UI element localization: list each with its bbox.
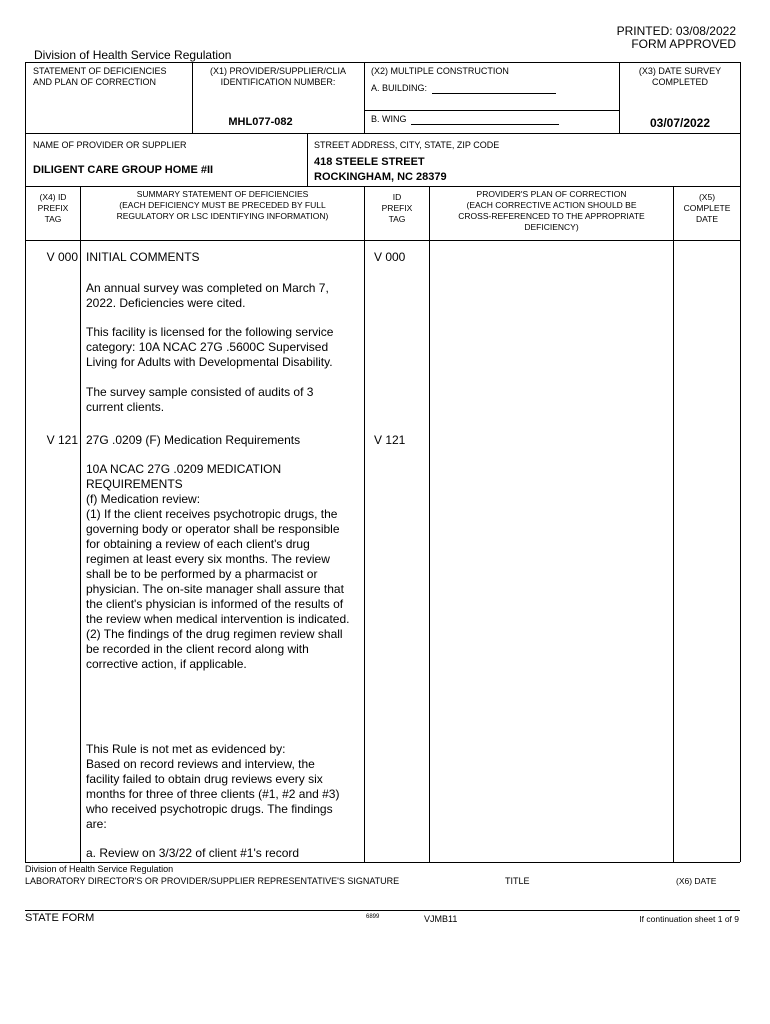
- signature-label: LABORATORY DIRECTOR'S OR PROVIDER/SUPPLIER REPRESENTATIVE'S SIGNATURE: [25, 876, 400, 886]
- findings-paragraph: This Rule is not met as evidenced by: Based on record reviews and interview, the facility failed to obtain drug reviews every six months for three of three clients (#1, #2 and #3) who received psychotropic drugs. The findings are:: [86, 742, 340, 831]
- statement-label: STATEMENT OF DEFICIENCIES AND PLAN OF CORRECTION: [33, 66, 167, 87]
- wing-value-line: [411, 124, 559, 125]
- sample-paragraph: The survey sample consisted of audits of 3 current clients.: [86, 385, 314, 414]
- x6-date-label: (X6) DATE: [676, 876, 717, 886]
- x4-header: (X4) ID PREFIX TAG: [37, 192, 69, 224]
- continuation-sheet: If continuation sheet 1 of 9: [639, 914, 739, 924]
- plan-header: PROVIDER'S PLAN OF CORRECTION (EACH CORRECTIVE ACTION SHOULD BE CROSS-REFERENCED TO THE APPROPRIATE DEFICIENCY): [458, 189, 645, 232]
- provider-name: DILIGENT CARE GROUP HOME #II: [33, 164, 214, 176]
- rule-text: 10A NCAC 27G .0209 MEDICATION REQUIREMENTS (f) Medication review: (1) If the client receives psychotropic drugs, the governing body or operator shall be responsible for obtaining a review of each client's drug regimen at least every six months. The review shall be to be performed by a pharmacist or physician. The on-site manager shall assure that the client's physician is informed of the results of the review when medical intervention is indicated. (2) The findings of the drug regimen review shall be recorded in the client record along with corrective action, if applicable.: [86, 462, 350, 671]
- provider-name-label: NAME OF PROVIDER OR SUPPLIER: [33, 140, 187, 150]
- building-field: [371, 83, 556, 94]
- address-line1: 418 STEELE STREET: [314, 156, 425, 168]
- id-tag-v000: V 000: [374, 250, 406, 264]
- initial-comments-heading: INITIAL COMMENTS: [86, 250, 200, 264]
- form-id: VJMB11: [424, 914, 458, 924]
- x1-label: (X1) PROVIDER/SUPPLIER/CLIA IDENTIFICATION NUMBER:: [209, 66, 347, 87]
- form-code: 6899: [366, 914, 380, 920]
- x2-label: (X2) MULTIPLE CONSTRUCTION: [371, 66, 509, 76]
- printed-date: PRINTED: 03/08/2022: [616, 24, 736, 38]
- state-form-label: STATE FORM: [25, 912, 95, 924]
- x5-header: (X5) COMPLETE DATE: [683, 192, 731, 224]
- prefix-tag-v121: V 121: [46, 433, 78, 447]
- id-header: ID PREFIX TAG: [381, 192, 413, 224]
- rule-title: 27G .0209 (F) Medication Requirements: [86, 433, 301, 447]
- form-approved: FORM APPROVED: [631, 37, 736, 51]
- title-label: TITLE: [505, 876, 530, 886]
- x1-value: MHL077-082: [228, 116, 293, 128]
- summary-header: SUMMARY STATEMENT OF DEFICIENCIES (EACH DEFICIENCY MUST BE PRECEDED BY FULL REGULATORY OR LSC IDENTIFYING INFORMATION): [116, 189, 329, 221]
- address-line2: ROCKINGHAM, NC 28379: [314, 171, 447, 183]
- footer-division: Division of Health Service Regulation: [25, 864, 174, 874]
- x3-value: 03/07/2022: [649, 116, 711, 130]
- license-paragraph: This facility is licensed for the following service category: 10A NCAC 27G .5600C Supervised Living for Adults with Developmental Disability.: [86, 325, 334, 369]
- review-line: a. Review on 3/3/22 of client #1's record: [86, 846, 300, 860]
- wing-label: B. WING: [371, 114, 407, 124]
- x3-label: (X3) DATE SURVEY COMPLETED: [638, 66, 722, 87]
- address-label: STREET ADDRESS, CITY, STATE, ZIP CODE: [314, 140, 500, 150]
- id-tag-v121: V 121: [374, 433, 406, 447]
- building-label: A. BUILDING:: [371, 83, 428, 93]
- survey-paragraph: An annual survey was completed on March 7, 2022. Deficiencies were cited.: [86, 281, 329, 310]
- building-value-line: [432, 93, 556, 94]
- prefix-tag-v000: V 000: [46, 250, 78, 264]
- division-title: Division of Health Service Regulation: [34, 48, 232, 62]
- wing-field: [371, 114, 559, 125]
